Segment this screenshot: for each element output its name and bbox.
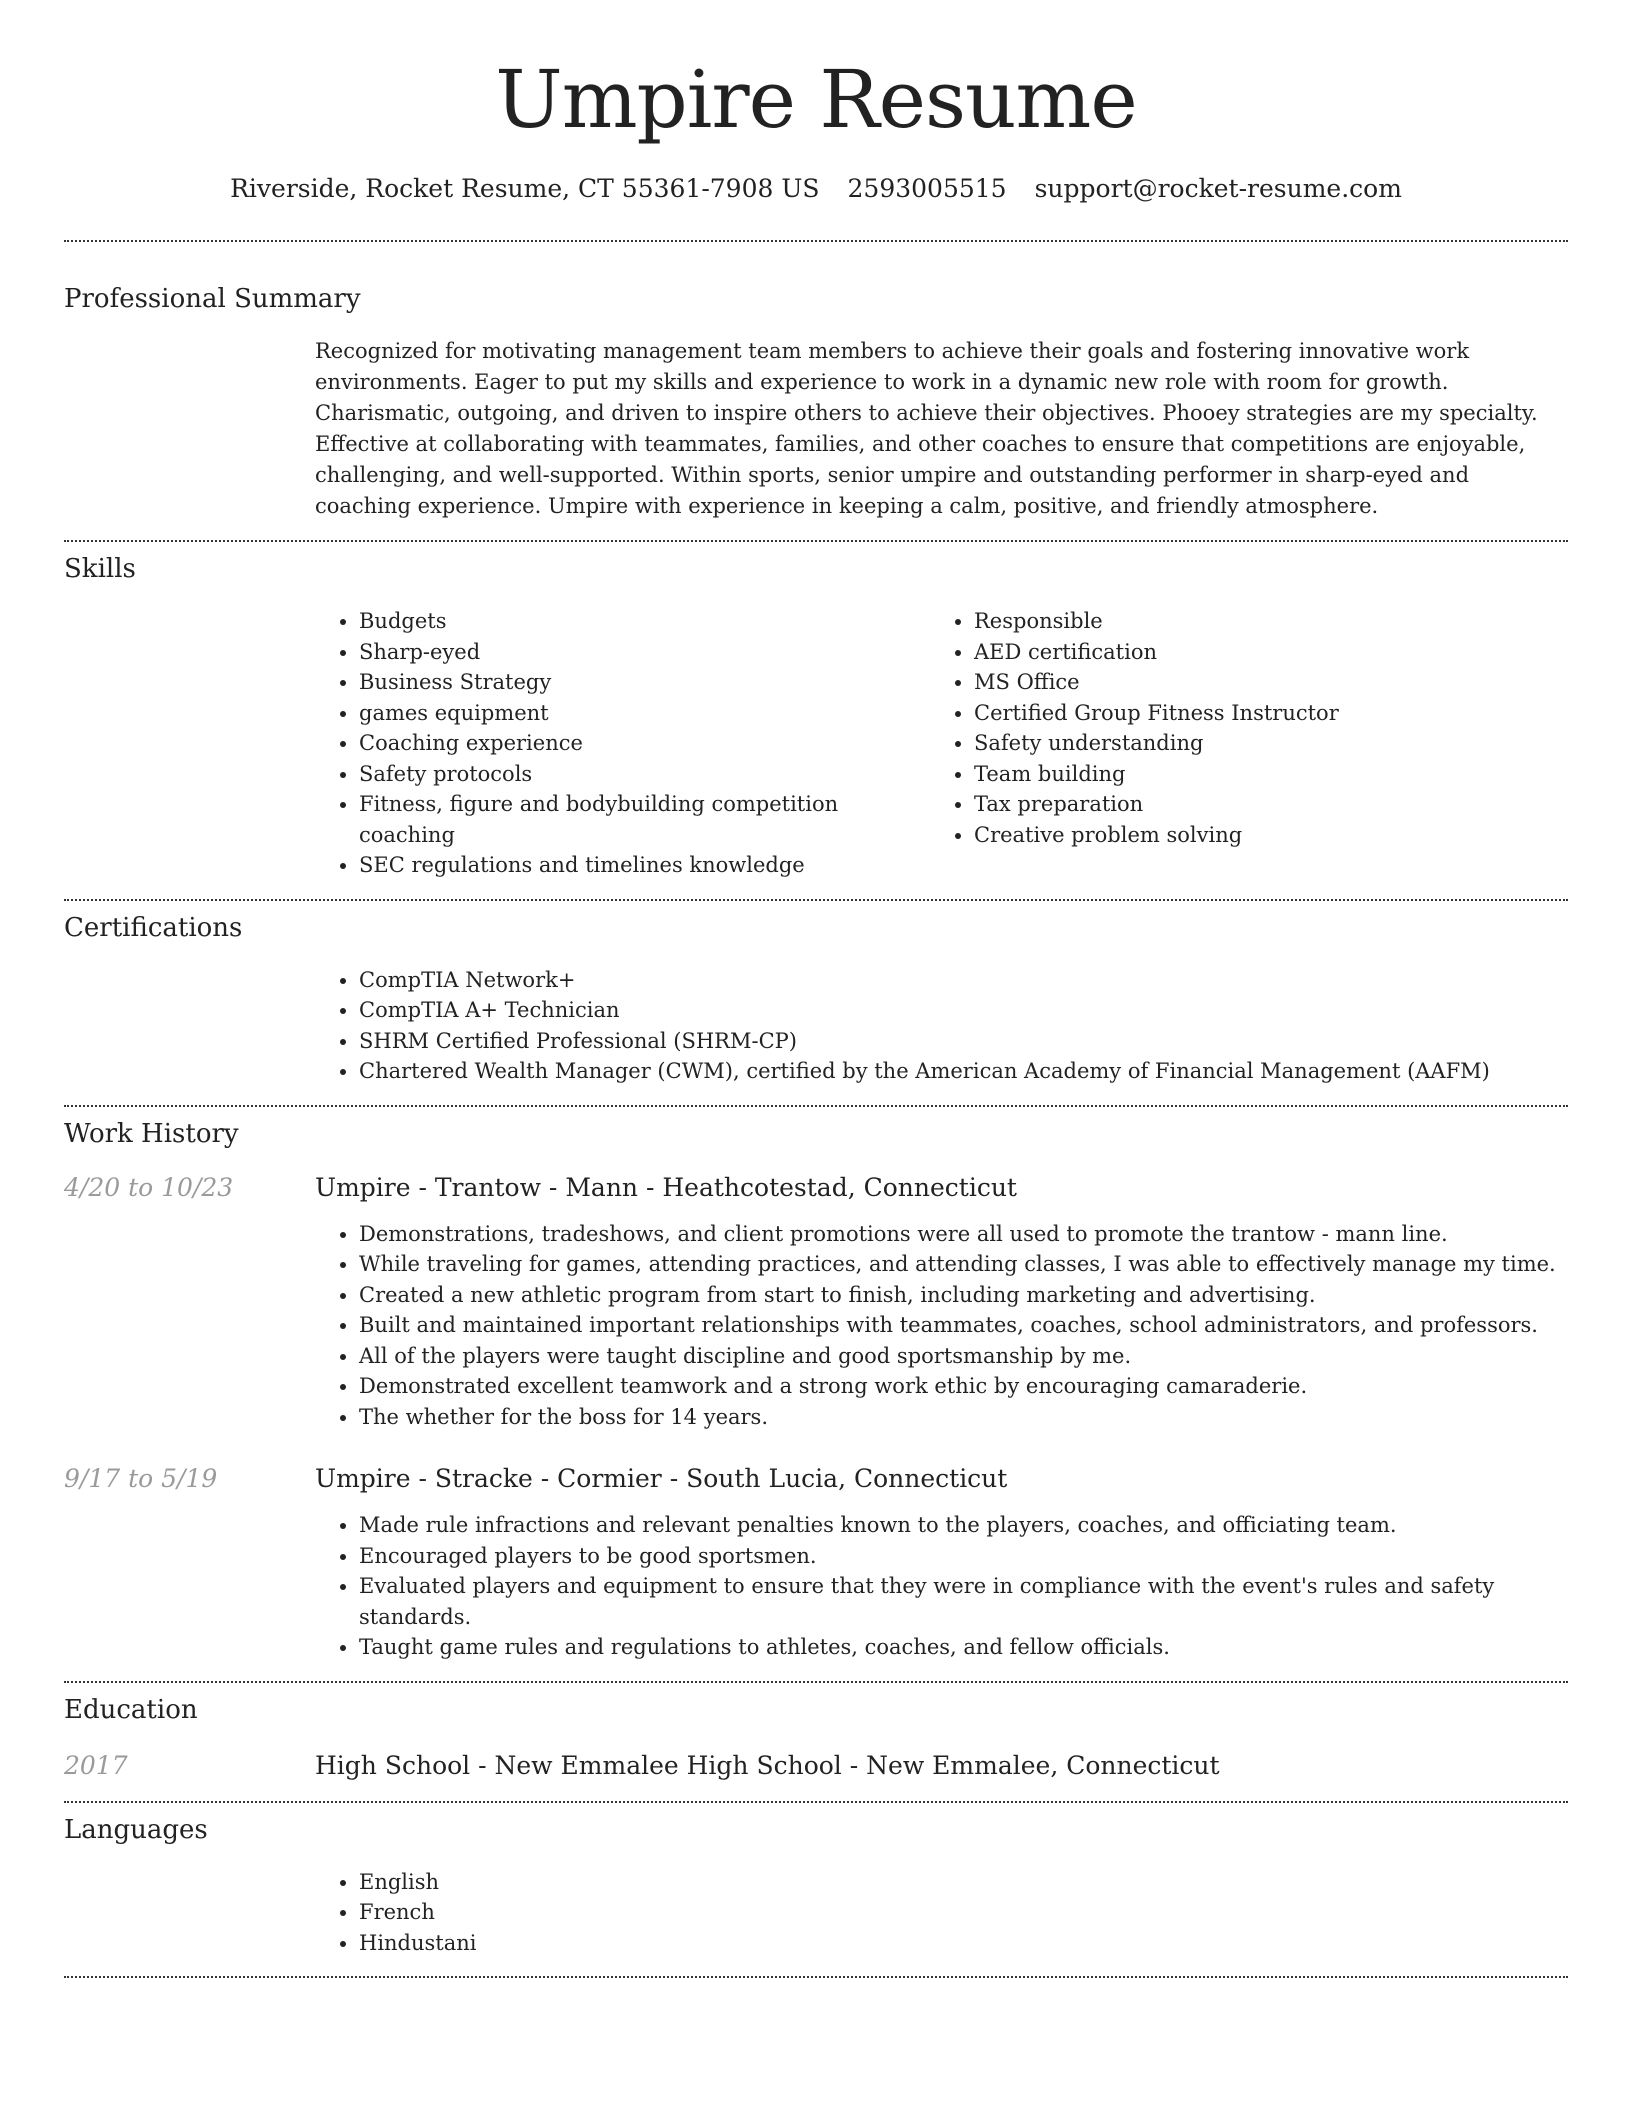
- job-bullet: • All of the players were taught discipline and good sportsmanship by me.: [359, 1341, 1568, 1372]
- education-section: [64, 1683, 1568, 1783]
- job-bullet: • Demonstrations, tradeshows, and client promotions were all used to promote the trantow - mann line.: [359, 1219, 1568, 1250]
- job-entry: [64, 1171, 1568, 1433]
- language-item: • French: [359, 1897, 1568, 1928]
- job-bullet: • Encouraged players to be good sportsmen.: [359, 1541, 1568, 1572]
- skill-item: • Coaching experience: [359, 728, 930, 759]
- certification-item: • CompTIA A+ Technician: [359, 995, 1568, 1026]
- summary-section: [64, 242, 1568, 522]
- education-heading: Education: [64, 1694, 198, 1725]
- job-dates: 9/17 to 5/19: [64, 1464, 218, 1493]
- skill-item: • Safety understanding: [974, 728, 1339, 759]
- resume-title: Umpire Resume: [495, 53, 1137, 146]
- job-bullet: • Made rule infractions and relevant penalties known to the players, coaches, and officiating team.: [359, 1510, 1568, 1541]
- job-bullet: • Evaluated players and equipment to ensure that they were in compliance with the event's rules and safety standards.: [359, 1571, 1568, 1632]
- languages-list: [315, 1867, 1568, 1959]
- certifications-section: [64, 901, 1568, 1087]
- language-item: • English: [359, 1867, 1568, 1898]
- skill-item: • games equipment: [359, 698, 930, 729]
- contact-line: [64, 172, 1568, 206]
- job-bullets: [315, 1510, 1568, 1663]
- job-dates: 4/20 to 10/23: [64, 1172, 234, 1202]
- certification-item: • SHRM Certified Professional (SHRM-CP): [359, 1026, 1568, 1057]
- certification-item: • CompTIA Network+: [359, 965, 1568, 996]
- certifications-heading: Certifications: [64, 912, 243, 943]
- skill-item: • Fitness, figure and bodybuilding competition coaching: [359, 789, 930, 850]
- resume-page: [64, 0, 1568, 1978]
- work-history-heading: Work History: [64, 1118, 239, 1149]
- summary-text: Recognized for motivating management team members to achieve their goals and fostering innovative work environments. Eager to put my skills and experience to work in a dynamic new role with room for growth. Charismatic, outgoing, and driven to inspire others to achieve their objectives. Phooey strategies are my specialty. Effective at collaborating with teammates, families, and other coaches to ensure that competitions are enjoyable, challenging, and well-supported. Within sports, senior umpire and outstanding performer in sharp-eyed and coaching experience. Umpire with experience in keeping a calm, positive, and friendly atmosphere.: [315, 339, 1538, 518]
- skills-heading: Skills: [64, 554, 136, 584]
- skill-item: • Certified Group Fitness Instructor: [974, 698, 1339, 729]
- skill-item: • Business Strategy: [359, 667, 930, 698]
- job-title: Umpire - Stracke - Cormier - South Lucia, Connecticut: [315, 1464, 1008, 1493]
- work-history-section: [64, 1107, 1568, 1663]
- job-entry: [64, 1462, 1568, 1663]
- contact-address: Riverside, Rocket Resume, CT 55361-7908 US: [230, 174, 820, 203]
- education-entry: High School - New Emmalee High School - New Emmalee, Connecticut: [315, 1750, 1220, 1780]
- skills-section: [64, 542, 1568, 881]
- skills-list-left: [315, 606, 930, 881]
- languages-section: [64, 1803, 1568, 1959]
- skill-item: • Budgets: [359, 606, 930, 637]
- skill-item: • Sharp-eyed: [359, 637, 930, 668]
- skill-item: • SEC regulations and timelines knowledge: [359, 850, 930, 881]
- certification-item: • Chartered Wealth Manager (CWM), certified by the American Academy of Financial Management (AAFM): [359, 1056, 1568, 1087]
- divider: [64, 1976, 1568, 1978]
- job-bullet: • Taught game rules and regulations to athletes, coaches, and fellow officials.: [359, 1632, 1568, 1663]
- contact-phone: 2593005515: [847, 174, 1007, 203]
- skill-item: • MS Office: [974, 667, 1339, 698]
- summary-heading: Professional Summary: [64, 284, 361, 314]
- job-bullet: • Created a new athletic program from start to finish, including marketing and advertising.: [359, 1280, 1568, 1311]
- education-year: 2017: [64, 1750, 128, 1780]
- skill-item: • Team building: [974, 759, 1339, 790]
- skill-item: • Tax preparation: [974, 789, 1339, 820]
- language-item: • Hindustani: [359, 1928, 1568, 1959]
- certifications-list: [315, 965, 1568, 1087]
- skill-item: • Safety protocols: [359, 759, 930, 790]
- job-bullet: • While traveling for games, attending practices, and attending classes, I was able to effectively manage my time.: [359, 1249, 1568, 1280]
- skills-list-right: [930, 606, 1339, 881]
- job-bullet: • Built and maintained important relationships with teammates, coaches, school administrators, and professors.: [359, 1310, 1568, 1341]
- job-bullet: • The whether for the boss for 14 years.: [359, 1402, 1568, 1433]
- languages-heading: Languages: [64, 1814, 208, 1845]
- skill-item: • Creative problem solving: [974, 820, 1339, 851]
- skill-item: • Responsible: [974, 606, 1339, 637]
- job-bullets: [315, 1219, 1568, 1433]
- job-title: Umpire - Trantow - Mann - Heathcotestad, Connecticut: [315, 1172, 1017, 1202]
- skill-item: • AED certification: [974, 637, 1339, 668]
- job-bullet: • Demonstrated excellent teamwork and a strong work ethic by encouraging camaraderie.: [359, 1371, 1568, 1402]
- contact-email: support@rocket-resume.com: [1034, 174, 1402, 203]
